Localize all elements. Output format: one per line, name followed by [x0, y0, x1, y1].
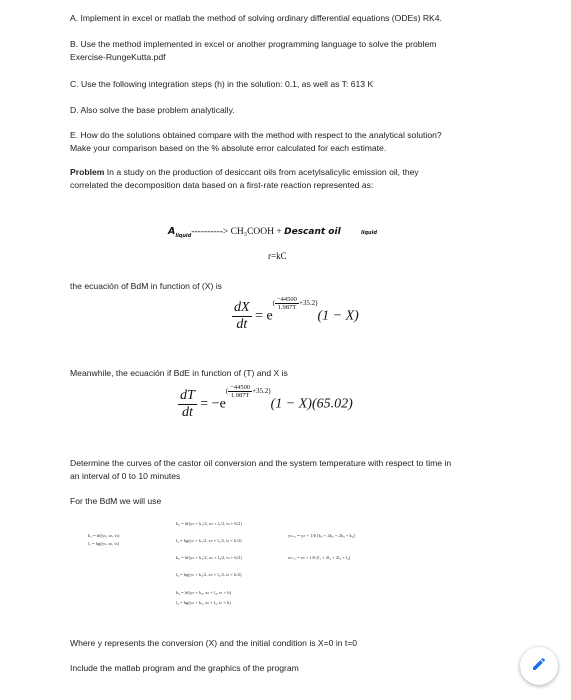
rk4-k3: k₃ = hf(yₙ + k₂/2, zₙ + l₂/2, tₙ + h/2) [176, 555, 242, 560]
where-statement: Where y represents the conversion (X) and the initial condition is X=0 in t=0 [70, 638, 358, 648]
item-b-line2: Exercise-RungeKutta.pdf [70, 52, 166, 62]
problem-label: Problem [70, 167, 105, 177]
determine-line2: an interval of 0 to 10 minutes [70, 471, 181, 481]
eq1-exponent: ( $\frac{-44500}{1.987T}$ +35.2) [272, 296, 318, 311]
product-phase: liquid [361, 230, 377, 236]
rk4-y-update: yₙ₊₁ = yₙ + 1/6 [k₁ + 2k₂ + 2k₃ + k₄] [288, 533, 355, 538]
reactant: A [168, 226, 176, 237]
problem-statement-line1 [70, 166, 510, 178]
rk4-k2: k₂ = hf(yₙ + k₁/2, zₙ + l₁/2, tₙ + h/2) [176, 521, 242, 526]
rk4-l2: l₂ = hg(yₙ + k₁/2, zₙ + l₁/2, tₙ + h/2) [176, 538, 242, 543]
eq2-rhs: (1 − X)(65.02) [270, 396, 353, 412]
edit-button[interactable] [520, 647, 558, 685]
reaction-arrow: ----------> CH₃COOH + [191, 227, 285, 237]
include-statement: Include the matlab program and the graphics of the program [70, 663, 299, 673]
eq1-lhs: $\frac{dX}{dt}$ [234, 300, 250, 332]
rk4-z-update: zₙ₊₁ = zₙ + 1/6 [l₁ + 2l₂ + 2l₃ + l₄] [288, 555, 351, 560]
equation-bdm [232, 296, 359, 333]
determine-line1: Determine the curves of the castor oil conversion and the system temperature with respect to time in [70, 458, 452, 468]
for-bdm: For the BdM we will use [70, 496, 162, 506]
equation-bde [178, 384, 353, 421]
problem-statement-line2: correlated the decomposition data based on a first-rate reaction represented as: [70, 180, 374, 190]
eq1-rhs: (1 − X) [317, 308, 359, 324]
rk4-k1: k₁ = hf(yₙ, zₙ, tₙ) [88, 533, 120, 538]
eq2-exponent: ( $\frac{-44500}{1.987T}$ +35.2) [225, 384, 271, 399]
eq1-equals: = e [255, 308, 273, 324]
eq2-lhs: $\frac{dT}{dt}$ [180, 388, 195, 420]
rk4-l1: l₁ = hg(yₙ, zₙ, tₙ) [88, 541, 120, 546]
rk4-k4: k₄ = hf(yₙ + k₃, zₙ + l₃, tₙ + h) [176, 590, 232, 595]
reaction-equation [168, 226, 377, 239]
item-b-line1: B. Use the method implemented in excel or another programming language to solve the problem [70, 39, 437, 49]
item-d: D. Also solve the base problem analytically. [70, 105, 235, 115]
rk4-l4: l₄ = hg(yₙ + k₃, zₙ + l₃, tₙ + h) [176, 600, 231, 605]
item-e-line2: Make your comparison based on the % absolute error calculated for each estimate. [70, 143, 387, 153]
pencil-icon [531, 656, 547, 677]
item-e-line1: E. How do the solutions obtained compare with the method with respect to the analytical solution? [70, 130, 442, 140]
item-a: A. Implement in excel or matlab the method of solving ordinary differential equations (ODEs) RK4. [70, 13, 442, 23]
eq2-equals: = −e [200, 396, 226, 412]
bdm-intro: the ecuación of BdM in function of (X) is [70, 281, 222, 291]
item-c: C. Use the following integration steps (h) in the solution: 0.1, as well as T: 613 K [70, 79, 374, 89]
product-handwritten: Descant oil [284, 227, 341, 237]
problem-text: In a study on the production of desiccant oils from acetylsalicylic emission oil, they [104, 167, 419, 177]
reactant-phase: liquid [175, 232, 192, 239]
rate-law: r=kC [268, 251, 287, 261]
bde-intro: Meanwhile, the ecuación if BdE in function of (T) and X is [70, 368, 288, 378]
rk4-l3: l₃ = hg(yₙ + k₂/2, zₙ + l₂/2, tₙ + h/2) [176, 572, 242, 577]
